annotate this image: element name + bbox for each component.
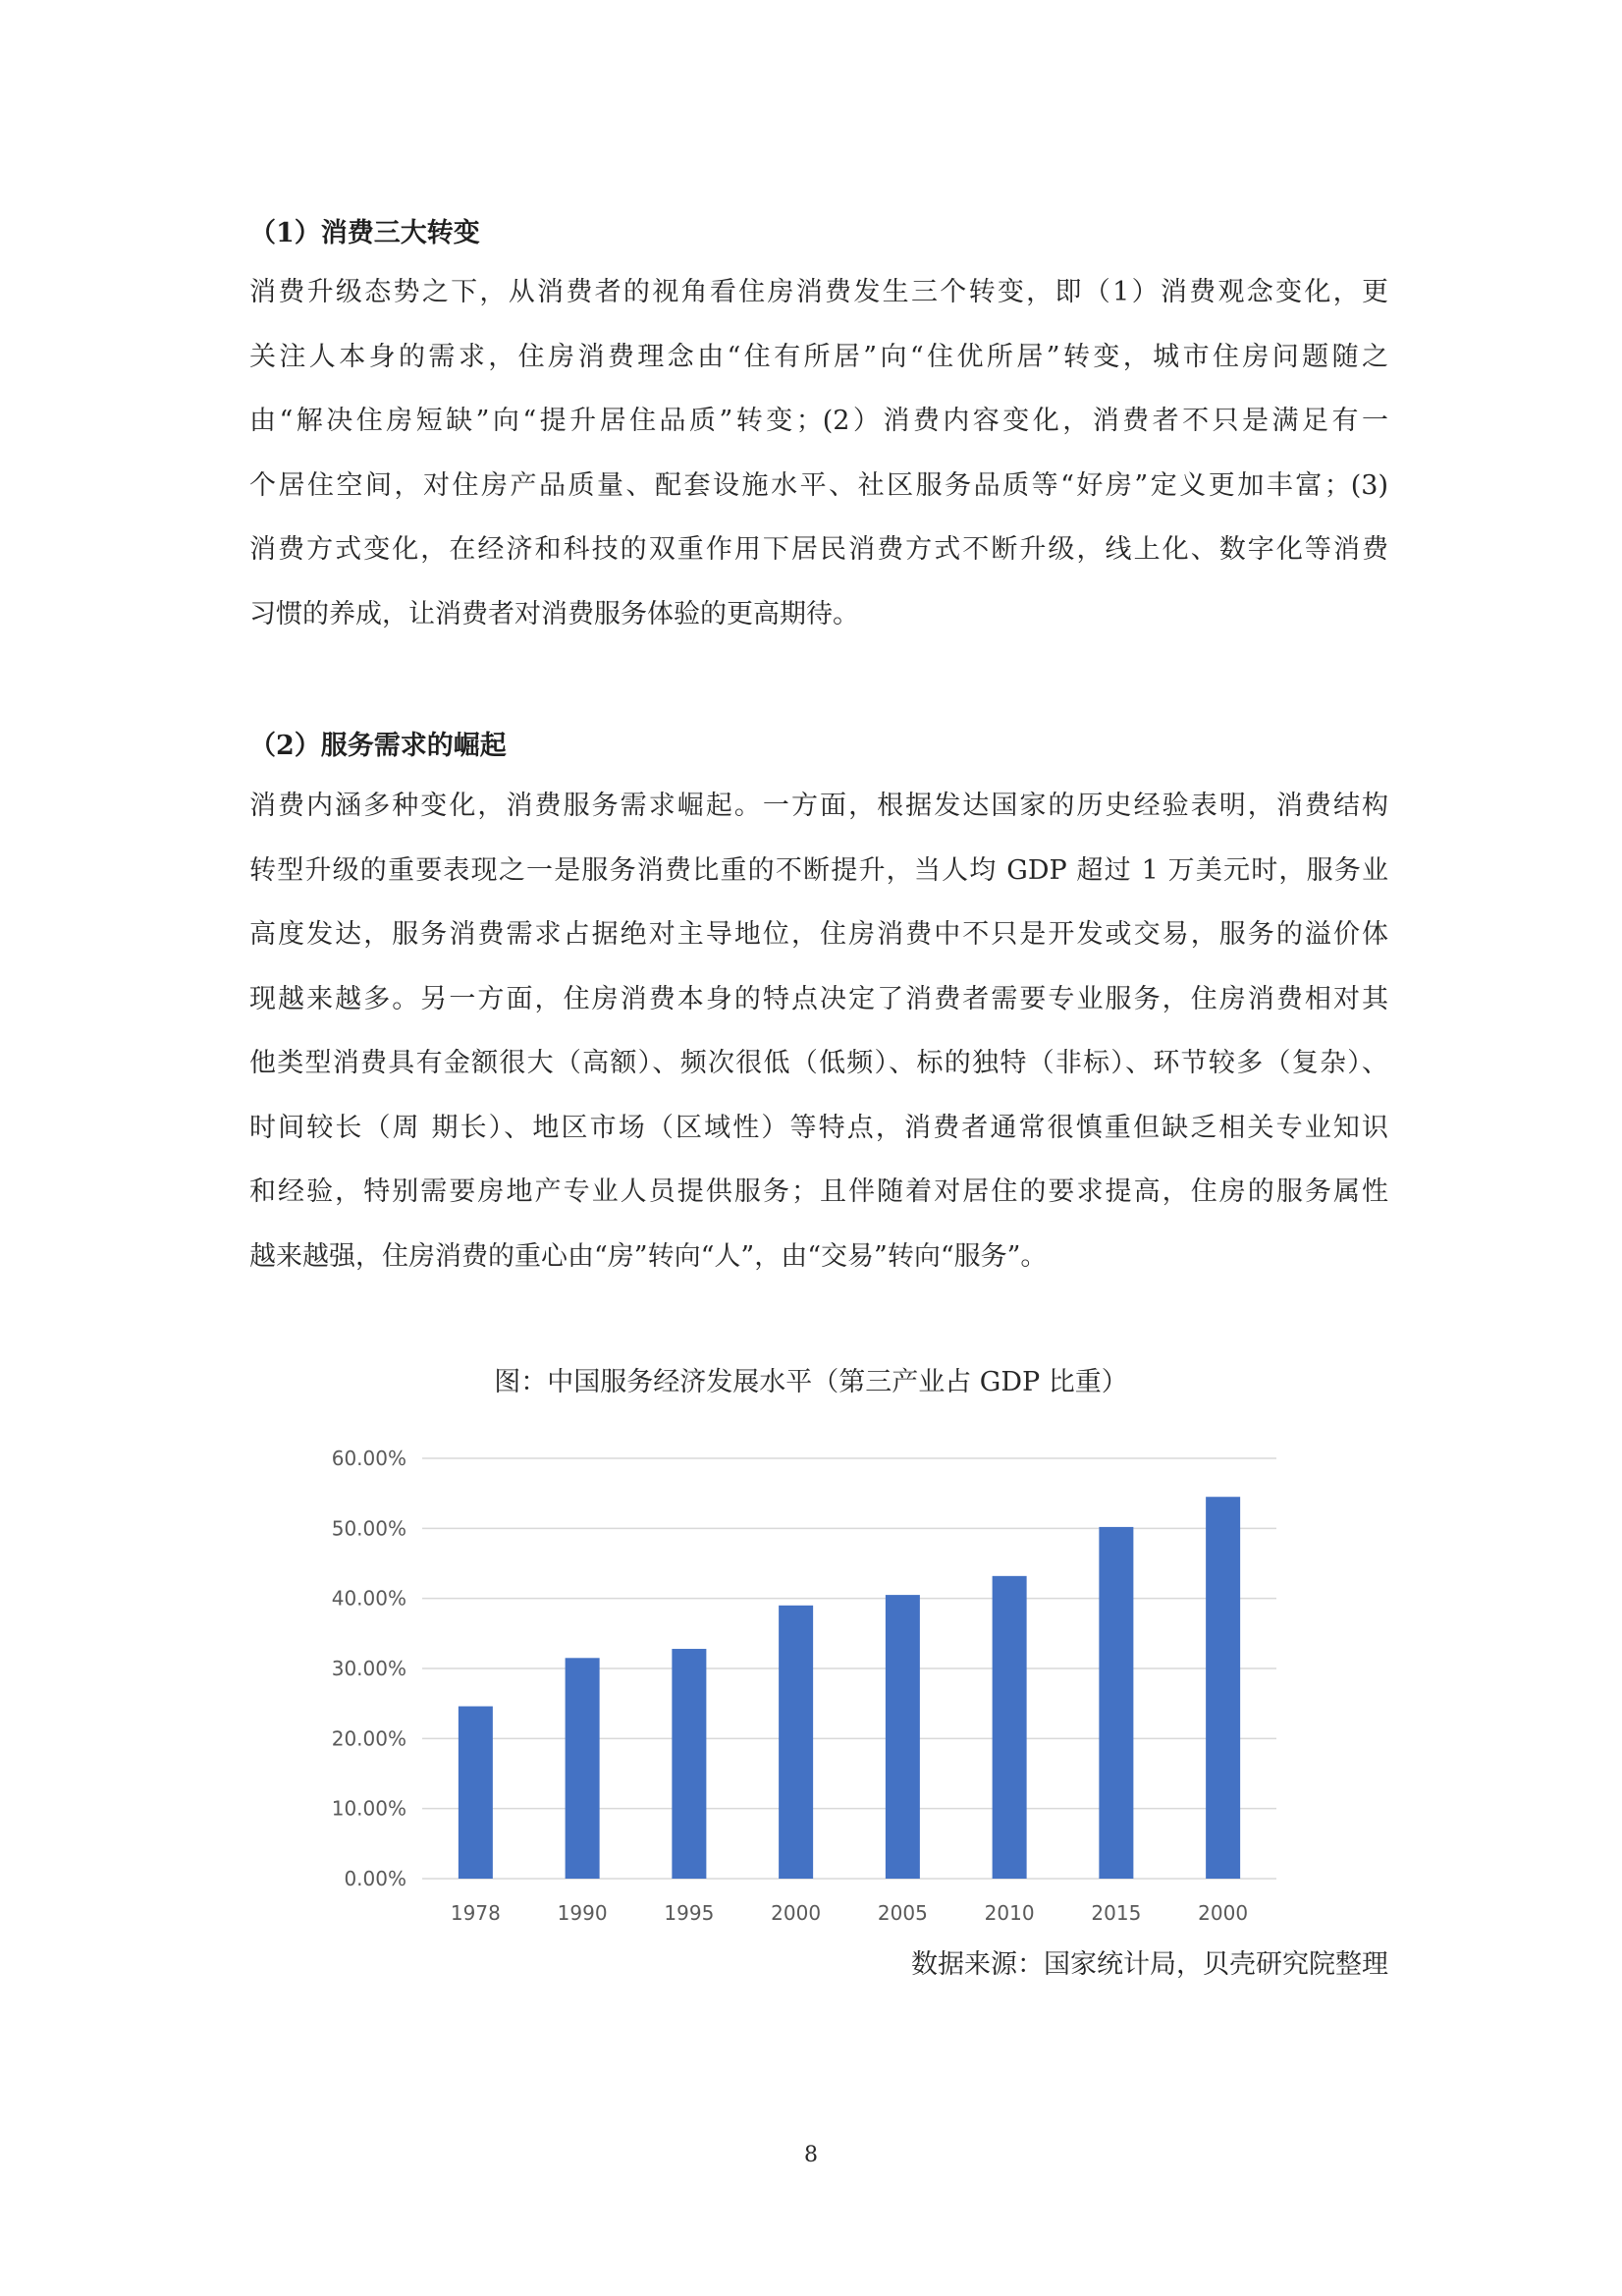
paragraph-line: 高度发达，服务消费需求占据绝对主导地位，住房消费中不只是开发或交易，服务的溢价体 [249, 919, 1388, 950]
section-heading-consumption-shifts: （1）消费三大转变 [249, 218, 480, 248]
y-tick-label: 40.00% [331, 1586, 406, 1611]
paragraph-line: 转型升级的重要表现之一是服务消费比重的不断提升，当人均 GDP 超过 1 万美元时，服务业 [249, 854, 1388, 886]
x-tick-label: 2000 [771, 1901, 822, 1925]
bar-1 [566, 1658, 600, 1879]
paragraph-line: 由“解决住房短缺”向“提升居住品质”转变；(2）消费内容变化，消费者不只是满足有一 [249, 406, 1388, 436]
x-tick-label: 1978 [450, 1901, 501, 1925]
paragraph-line: 习惯的养成，让消费者对消费服务体验的更高期待。 [249, 598, 859, 629]
bar-0 [459, 1707, 493, 1879]
data-source-note: 数据来源：国家统计局，贝壳研究院整理 [911, 1949, 1388, 1980]
paragraph-line: 他类型消费具有金额很大（高额）、频次很低（低频）、标的独特（非标）、环节较多（复杂）、 [249, 1048, 1388, 1078]
paragraph-line: 现越来越多。另一方面，住房消费本身的特点决定了消费者需要专业服务，住房消费相对其 [249, 983, 1388, 1014]
bar-2 [672, 1649, 706, 1879]
chart-title: 图：中国服务经济发展水平（第三产业占 GDP 比重） [494, 1367, 1128, 1397]
x-tick-label: 2000 [1198, 1901, 1249, 1925]
bar-3 [779, 1606, 813, 1879]
paragraph-consumption-shifts [249, 260, 1388, 646]
y-tick-label: 30.00% [331, 1657, 406, 1680]
x-tick-label: 1990 [557, 1901, 608, 1925]
bar-7 [1206, 1497, 1240, 1879]
bar-4 [886, 1595, 920, 1879]
bar-chart [324, 1429, 1306, 1930]
page-number: 8 [804, 2143, 818, 2167]
paragraph-line: 消费方式变化，在经济和科技的双重作用下居民消费方式不断升级，线上化、数字化等消费 [249, 534, 1388, 565]
section-heading-service-demand: （2）服务需求的崛起 [249, 731, 507, 761]
paragraph-service-demand [249, 774, 1388, 1288]
y-tick-label: 10.00% [331, 1796, 406, 1821]
x-tick-label: 2010 [984, 1901, 1035, 1925]
paragraph-line: 越来越强，住房消费的重心由“房”转向“人”，由“交易”转向“服务”。 [249, 1240, 1048, 1272]
paragraph-line: 和经验，特别需要房地产专业人员提供服务；且伴随着对居住的要求提高，住房的服务属性 [249, 1176, 1388, 1207]
y-tick-label: 60.00% [331, 1447, 406, 1470]
x-tick-label: 2015 [1091, 1901, 1142, 1925]
y-tick-label: 0.00% [344, 1867, 406, 1890]
paragraph-line: 个居住空间，对住房产品质量、配套设施水平、社区服务品质等“好房”定义更加丰富；(3) [249, 469, 1388, 501]
bar-6 [1099, 1527, 1133, 1879]
paragraph-line: 消费升级态势之下，从消费者的视角看住房消费发生三个转变，即（1）消费观念变化，更 [249, 277, 1388, 307]
paragraph-line: 关注人本身的需求，住房消费理念由“住有所居”向“住优所居”转变，城市住房问题随之 [249, 341, 1388, 372]
paragraph-line: 消费内涵多种变化，消费服务需求崛起。一方面，根据发达国家的历史经验表明，消费结构 [249, 791, 1388, 821]
x-tick-label: 2005 [877, 1901, 928, 1925]
y-tick-label: 20.00% [331, 1726, 406, 1751]
paragraph-line: 时间较长（周 期长）、地区市场（区域性）等特点，消费者通常很慎重但缺乏相关专业知识 [249, 1112, 1388, 1143]
y-tick-label: 50.00% [331, 1516, 406, 1541]
bar-5 [993, 1576, 1027, 1879]
x-tick-label: 1995 [664, 1901, 715, 1925]
